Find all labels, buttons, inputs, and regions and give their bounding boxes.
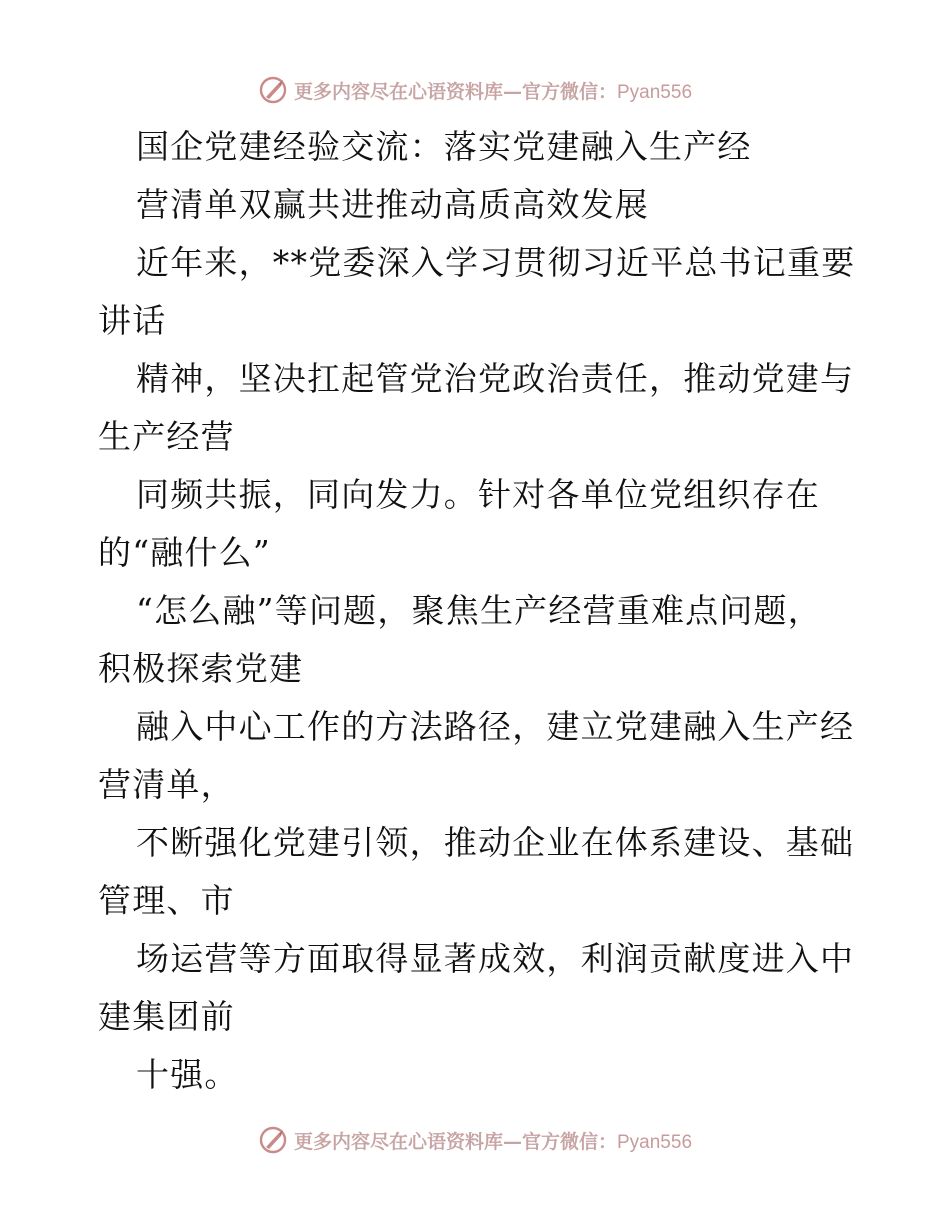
text-line: 不断强化党建引领，推动企业在体系建设、基础: [136, 823, 855, 862]
text-line: 国企党建经验交流：落实党建融入生产经: [136, 127, 752, 166]
watermark-text: 更多内容尽在心语资料库—官方微信：Pyan556: [293, 1130, 693, 1153]
text-line: 融入中心工作的方法路径，建立党建融入生产经: [136, 707, 855, 746]
text-line: 营清单双赢共进推动高质高效发展: [136, 185, 649, 224]
text-line: 营清单，: [98, 765, 235, 804]
footer-watermark: [0, 1122, 950, 1158]
watermark-wechat-id: Pyan556: [617, 81, 693, 103]
header-watermark: [0, 72, 950, 108]
text-line: 积极探索党建: [98, 649, 304, 688]
text-line: 场运营等方面取得显著成效，利润贡献度进入中: [136, 939, 855, 978]
watermark-wechat-id: Pyan556: [617, 1131, 693, 1153]
text-line: 的“融什么”: [98, 533, 271, 572]
text-line: 管理、市: [98, 881, 235, 920]
text-line: 生产经营: [98, 417, 235, 456]
text-line: 建集团前: [98, 997, 235, 1036]
watermark-text: 更多内容尽在心语资料库—官方微信：Pyan556: [293, 80, 693, 103]
text-line: 十强。: [136, 1055, 239, 1094]
quill-pen-logo-icon: [258, 1125, 288, 1155]
text-line: 精神，坚决扛起管党治党政治责任，推动党建与: [136, 359, 855, 398]
text-line: “怎么融”等问题，聚焦生产经营重难点问题，: [136, 591, 822, 630]
text-line: 讲话: [98, 301, 167, 340]
text-line: 近年来，**党委深入学习贯彻习近平总书记重要: [136, 243, 856, 282]
quill-pen-logo-icon: [258, 75, 288, 105]
document-body: [98, 118, 858, 1104]
text-line: 同频共振，同向发力。针对各单位党组织存在: [136, 475, 820, 514]
